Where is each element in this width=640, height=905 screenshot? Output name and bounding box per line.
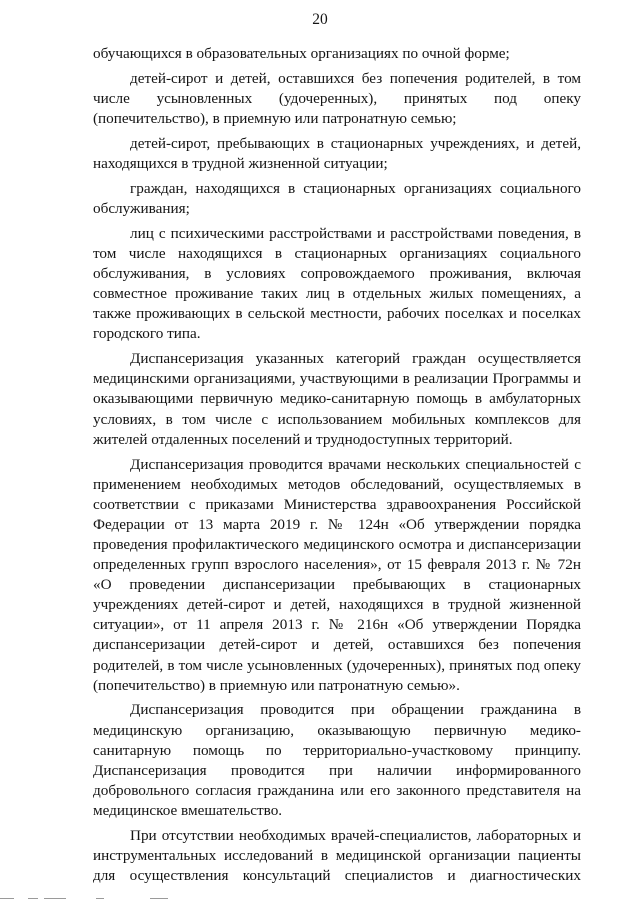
paragraph-9: При отсутствии необходимых врачей-специалистов, лабораторных и инструментальных исследований в медицинской организации пациенты для осуществления консультаций специалистов и диагностических	[93, 826, 581, 885]
paragraph-1: обучающихся в образовательных организациях по очной форме;	[93, 45, 510, 62]
paragraph-7: Диспансеризация проводится врачами нескольких специальностей с применением необходимых методов обследований, осуществляемых в соответствии с приказами Министерства здравоохранения Российской Федерации от 13 марта 2019 г. № 124н «Об утверждении порядка проведения профилактического медицинского осмотра и диспансеризации определенных групп взрослого населения», от 15 февраля 2013 г. № 72н «О проведении диспансеризации пребывающих в стационарных учреждениях детей-сирот и детей, находящихся в трудной жизненной ситуации», от 11 апреля 2013 г. № 216н «Об утверждении Порядка диспансеризации детей-сирот и детей, оставшихся без попечения родителей, в том числе усыновленных (удочеренных), принятых под опеку (попечительство) в приемную или патронатную семью».	[93, 455, 581, 694]
paragraph-2: детей-сирот и детей, оставшихся без попечения родителей, в том числе усыновленных (удочеренных), принятых под опеку (попечительство), в приемную или патронатную семью;	[93, 69, 581, 128]
paragraph-3: детей-сирот, пребывающих в стационарных учреждениях, и детей, находящихся в трудной жизненной ситуации;	[93, 134, 581, 173]
paragraph-4: граждан, находящихся в стационарных организациях социального обслуживания;	[93, 179, 581, 218]
paragraph-8: Диспансеризация проводится при обращении гражданина в медицинскую организацию, оказывающую первичную медико-санитарную помощь по территориально-участковому принципу. Диспансеризация проводится при наличии информированного добровольного согласия гражданина или его законного представителя на медицинское вмешательство.	[93, 701, 581, 819]
paragraph-5: лиц с психическими расстройствами и расстройствами поведения, в том числе находящихся в стационарных организациях социального обслуживания, в условиях сопровождаемого проживания, включая совместное проживание таких лиц в отдельных жилых помещениях, а также проживающих в сельской местности, рабочих поселках и поселках городского типа.	[93, 224, 581, 343]
paragraph-6: Диспансеризация указанных категорий граждан осуществляется медицинскими организациями, участвующими в реализации Программы и оказывающими первичную медико-санитарную помощь в амбулаторных условиях, в том числе с использованием мобильных комплексов для жителей отдаленных поселений и труднодоступных территорий.	[93, 350, 581, 448]
page-number: 20	[312, 11, 328, 28]
scan-edge-marks	[0, 898, 640, 900]
body-text	[93, 44, 581, 891]
